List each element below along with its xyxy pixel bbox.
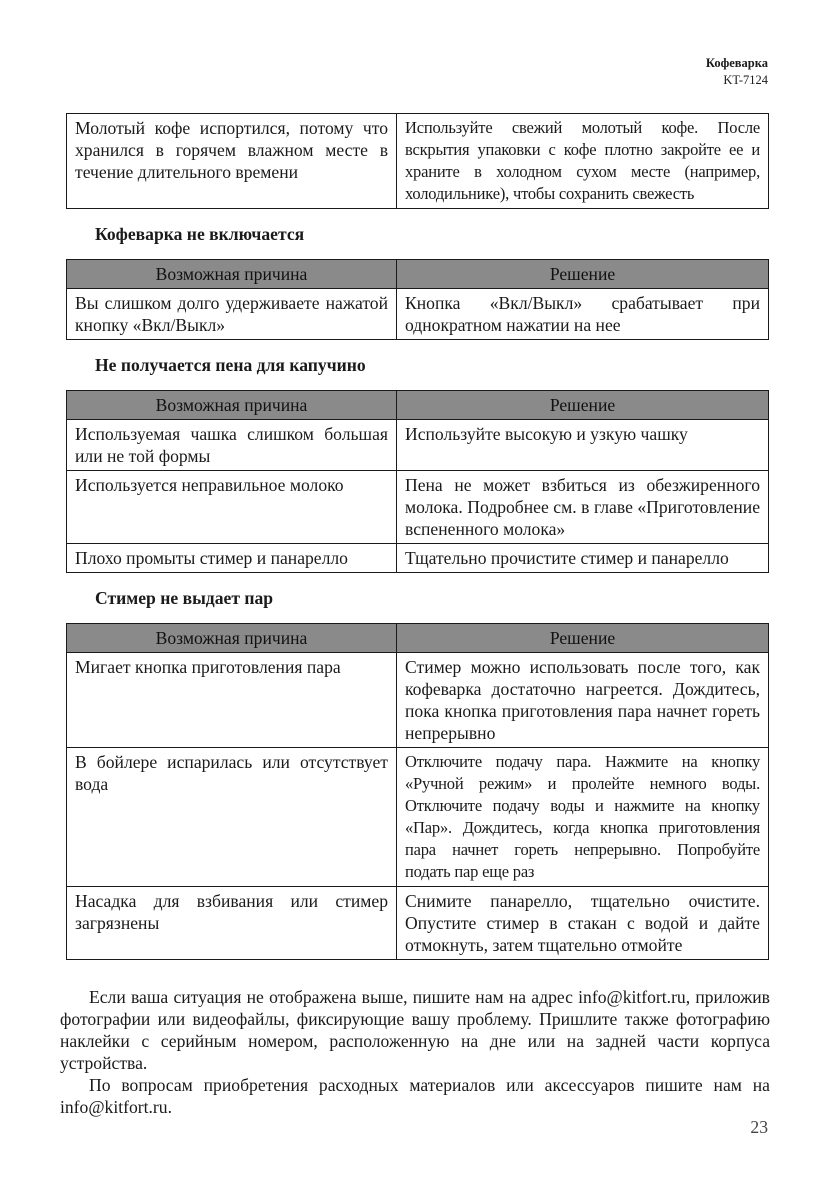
cause-column-header: Возможная причина bbox=[67, 391, 397, 420]
solution-cell: Кнопка «Вкл/Выкл» срабатывает при однократном нажатии на нее bbox=[397, 289, 769, 340]
table-row bbox=[67, 748, 769, 887]
cause-cell: Плохо промыты стимер и панарелло bbox=[67, 544, 397, 573]
troubleshooting-table bbox=[66, 259, 769, 340]
solution-cell: Снимите панарелло, тщательно очистите. Опустите стимер в стакан с водой и дайте отмокнуть, затем тщательно отмойте bbox=[397, 887, 769, 960]
table-header-row bbox=[67, 391, 769, 420]
solution-cell: Используйте свежий молотый кофе. После вскрытия упаковки с кофе плотно закройте ее и храните в холодном сухом месте (например, холодильнике), чтобы сохранить свежесть bbox=[397, 114, 769, 209]
cause-column-header: Возможная причина bbox=[67, 260, 397, 289]
page-header bbox=[706, 55, 768, 89]
table-row bbox=[67, 289, 769, 340]
page-number: 23 bbox=[750, 1117, 768, 1137]
solution-cell: Используйте высокую и узкую чашку bbox=[397, 420, 769, 471]
table-row bbox=[67, 887, 769, 960]
section-title: Стимер не выдает пар bbox=[95, 588, 274, 608]
table-row bbox=[67, 653, 769, 748]
cause-cell: Насадка для взбивания или стимер загрязнены bbox=[67, 887, 397, 960]
cause-cell: Используется неправильное молоко bbox=[67, 471, 397, 544]
cause-cell: Вы слишком долго удерживаете нажатой кнопку «Вкл/Выкл» bbox=[67, 289, 397, 340]
solution-cell: Тщательно прочистите стимер и панарелло bbox=[397, 544, 769, 573]
troubleshooting-table bbox=[66, 390, 769, 573]
solution-column-header: Решение bbox=[397, 624, 769, 653]
header-product: Кофеварка bbox=[705, 56, 768, 70]
page-body bbox=[66, 113, 768, 960]
paragraph: Если ваша ситуация не отображена выше, пишите нам на адрес info@kitfort.ru, приложив фотографии или видеофайлы, фиксирующие вашу проблему. Пришлите также фотографию наклейки с серийным номером, расположенную на дне или на задней части корпуса устройства. bbox=[60, 987, 770, 1073]
contact-text bbox=[60, 986, 770, 1118]
troubleshooting-table bbox=[66, 623, 769, 960]
table-row bbox=[67, 544, 769, 573]
solution-cell: Пена не может взбиться из обезжиренного молока. Подробнее см. в главе «Приготовление вспененного молока» bbox=[397, 471, 769, 544]
table-row bbox=[67, 114, 769, 209]
continuation-table bbox=[66, 113, 769, 209]
table-header-row bbox=[67, 260, 769, 289]
cause-cell: Используемая чашка слишком большая или не той формы bbox=[67, 420, 397, 471]
cause-column-header: Возможная причина bbox=[67, 624, 397, 653]
cause-cell: Мигает кнопка приготовления пара bbox=[67, 653, 397, 748]
solution-column-header: Решение bbox=[397, 391, 769, 420]
table-row bbox=[67, 420, 769, 471]
solution-column-header: Решение bbox=[397, 260, 769, 289]
section-title: Не получается пена для капучино bbox=[95, 355, 366, 375]
cause-cell: Молотый кофе испортился, потому что хранился в горячем влажном месте в течение длительного времени bbox=[67, 114, 397, 209]
solution-cell: Отключите подачу пара. Нажмите на кнопку «Ручной режим» и пролейте немного воды. Отключите подачу воды и нажмите на кнопку «Пар». Дождитесь, когда кнопка приготовления пара начнет гореть непрерывно. Попробуйте подать пар еще раз bbox=[397, 748, 769, 887]
header-model: KT-7124 bbox=[723, 73, 768, 87]
table-header-row bbox=[67, 624, 769, 653]
solution-cell: Стимер можно использовать после того, как кофеварка достаточно нагреется. Дождитесь, пока кнопка приготовления пара начнет гореть непрерывно bbox=[397, 653, 769, 748]
cause-cell: В бойлере испарилась или отсутствует вода bbox=[67, 748, 397, 887]
table-row bbox=[67, 471, 769, 544]
section-title: Кофеварка не включается bbox=[95, 224, 305, 244]
paragraph: По вопросам приобретения расходных материалов или аксессуаров пишите нам на info@kitfort.ru. bbox=[60, 1075, 770, 1117]
